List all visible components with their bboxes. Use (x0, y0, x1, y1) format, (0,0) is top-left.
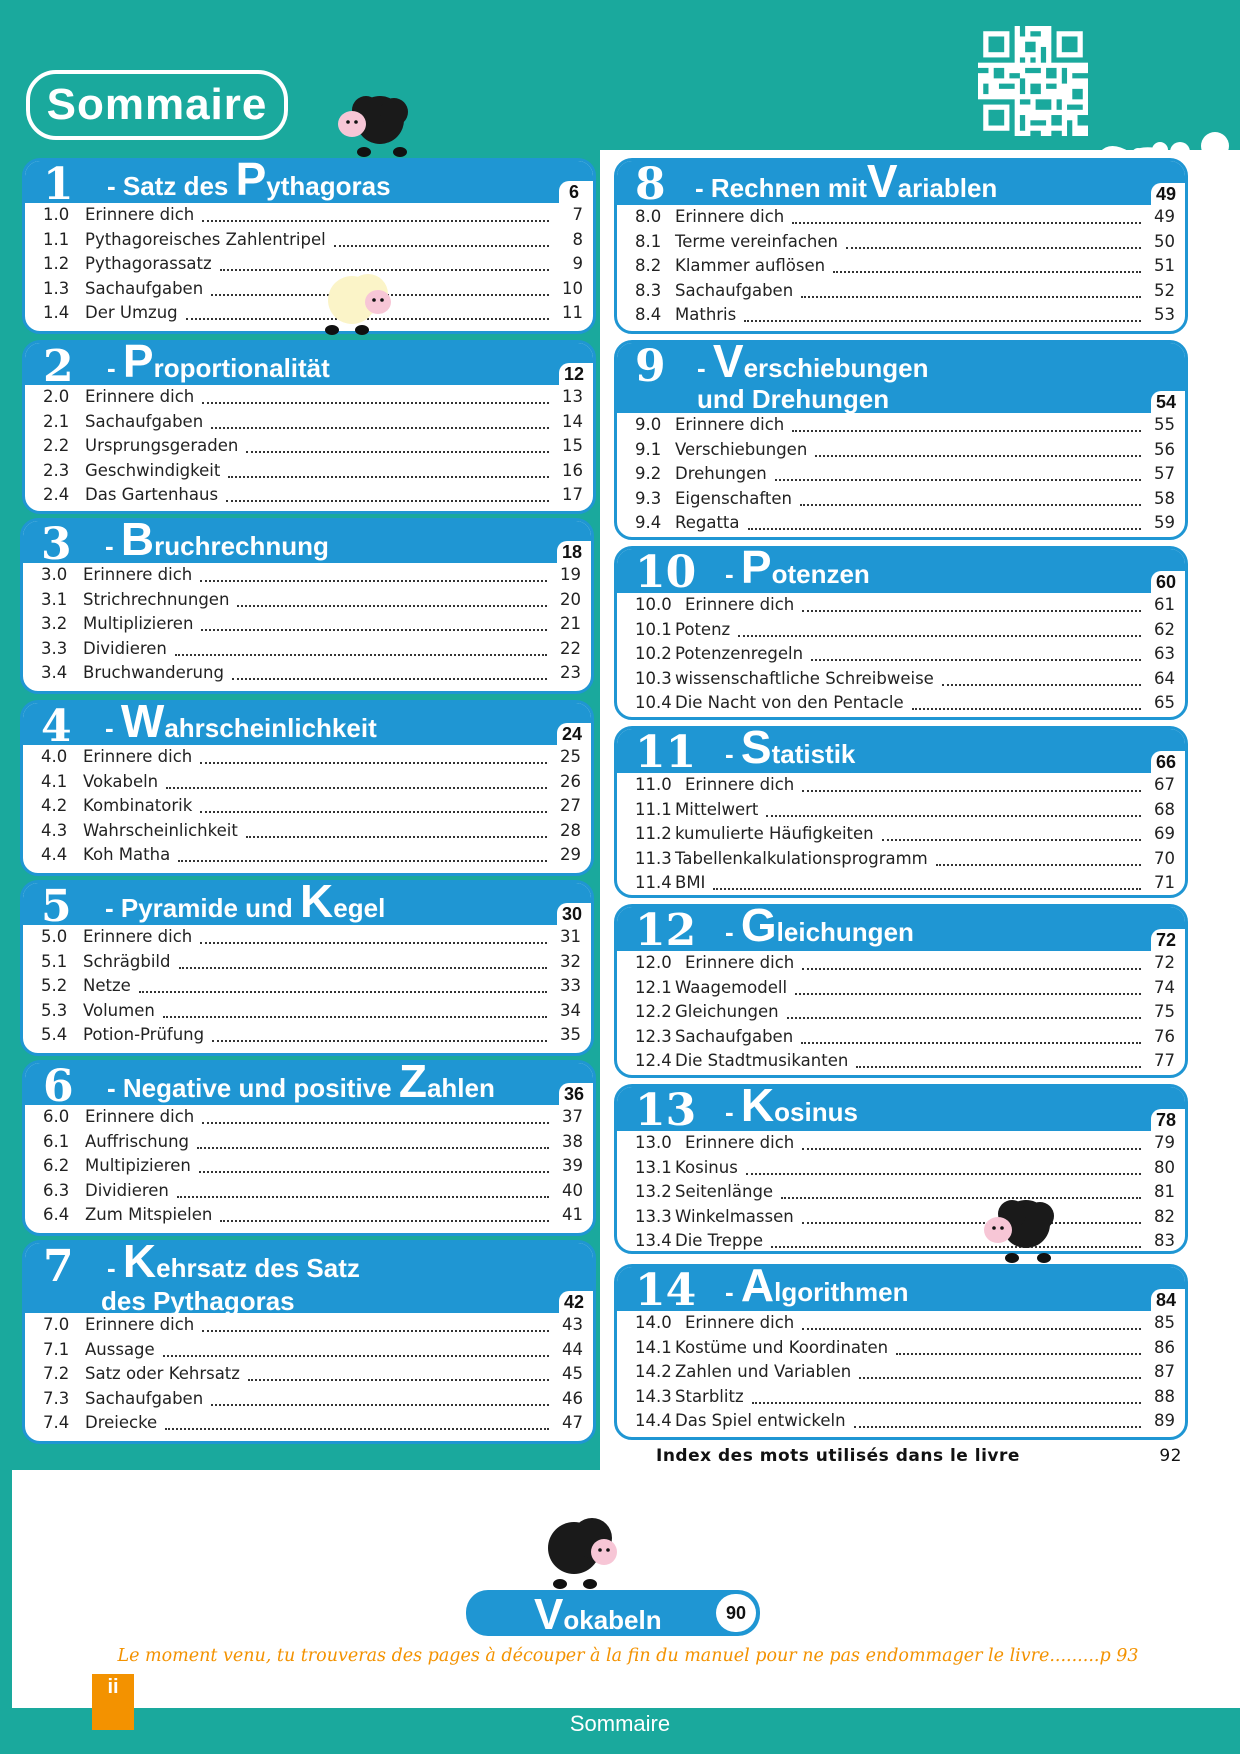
chapter-number: 3 (41, 519, 72, 570)
lesson-item[interactable]: 8.1 Terme vereinfachen 50 (635, 231, 1175, 251)
lesson-item[interactable]: 1.3 Sachaufgaben 10 (43, 278, 583, 298)
lesson-item[interactable]: 7.2 Satz oder Kehrsatz 45 (43, 1364, 583, 1383)
black-sheep-icon (330, 88, 420, 160)
vocabulary-entry[interactable] (466, 1590, 760, 1639)
chapter-title-line2: des Pythagoras (101, 1286, 295, 1316)
chapter-number: 11 (635, 727, 697, 778)
index-label: Index des mots utilisés dans le livre (656, 1446, 1020, 1466)
lesson-item[interactable]: 6.3 Dividieren 40 (43, 1180, 583, 1200)
vocabulary-page: 90 (716, 1594, 756, 1632)
lesson-list (617, 1131, 1185, 1254)
lesson-item[interactable]: 4.2 Kombinatorik 27 (41, 796, 581, 815)
lesson-item[interactable]: 14.2 Zahlen und Variablen 87 (635, 1362, 1175, 1381)
lesson-item[interactable]: 12.0 Erinnere dich 72 (635, 953, 1175, 972)
lesson-item[interactable]: 2.2 Ursprungsgeraden 15 (43, 436, 583, 455)
lesson-item[interactable]: 11.4 BMI 71 (635, 873, 1175, 892)
lesson-list (617, 773, 1185, 898)
chapter-13[interactable] (614, 1084, 1188, 1254)
white-sheep-icon (312, 268, 404, 338)
lesson-item[interactable]: 13.3 Winkelmassen 82 (635, 1206, 1175, 1226)
lesson-item[interactable]: 11.3 Tabellenkalkulationsprogramm 70 (635, 848, 1175, 868)
chapter-start-page: 78 (1155, 1110, 1177, 1130)
lesson-item[interactable]: 3.4 Bruchwanderung 23 (41, 663, 581, 682)
lesson-list (23, 563, 591, 688)
lesson-list (25, 1105, 593, 1230)
footer-title: Sommaire (569, 1711, 671, 1736)
chapter-title: - Kosinus (725, 1084, 858, 1131)
lesson-item[interactable]: 7.0 Erinnere dich 43 (43, 1315, 583, 1334)
lesson-item[interactable]: 11.1 Mittelwert 68 (635, 799, 1175, 819)
lesson-item[interactable]: 10.4 Die Nacht von den Pentacle 65 (635, 693, 1175, 712)
chapter-4[interactable] (20, 700, 594, 876)
chapter-start-page: 66 (1155, 752, 1177, 772)
chapter-start-page: 49 (1155, 184, 1177, 204)
lesson-item[interactable]: 9.3 Eigenschaften 58 (635, 488, 1175, 508)
sommaire-badge (26, 70, 288, 140)
cutout-note: Le moment venu, tu trouveras des pages à découper à la fin du manuel pour ne pas endommager le livre.........p 93 (117, 1646, 1139, 1666)
lesson-item[interactable]: 10.1 Potenz 62 (635, 619, 1175, 639)
lesson-item[interactable]: 2.0 Erinnere dich 13 (43, 387, 583, 406)
lesson-item[interactable]: 2.3 Geschwindigkeit 16 (43, 460, 583, 480)
chapter-number: 1 (43, 159, 74, 210)
index-page: 92 (1159, 1446, 1182, 1466)
chapter-number: 6 (43, 1061, 74, 1112)
chapter-title: - Proportionalität (107, 340, 330, 387)
lesson-item[interactable]: 5.3 Volumen 34 (41, 1000, 581, 1020)
lesson-item[interactable]: 14.3 Starblitz 88 (635, 1386, 1175, 1406)
lesson-item[interactable]: 12.1 Waagemodell 74 (635, 977, 1175, 997)
lesson-list (25, 385, 593, 510)
chapter-title: - Satz des Pythagoras (107, 158, 391, 205)
lesson-item[interactable]: 1.4 Der Umzug 11 (43, 303, 583, 322)
chapter-number: 4 (41, 701, 72, 752)
lesson-item[interactable]: 5.1 Schrägbild 32 (41, 951, 581, 971)
chapter-number: 9 (635, 341, 666, 392)
lesson-item[interactable]: 13.1 Kosinus 80 (635, 1157, 1175, 1177)
chapter-title: - Negative und positive Zahlen (107, 1060, 495, 1107)
lesson-item[interactable]: 10.2 Potenzenregeln 63 (635, 644, 1175, 663)
chapter-start-page: 72 (1155, 930, 1177, 950)
chapter-start-page: 54 (1155, 392, 1177, 412)
chapter-10[interactable] (614, 546, 1188, 720)
lesson-item[interactable]: 7.3 Sachaufgaben 46 (43, 1388, 583, 1408)
lesson-item[interactable]: 1.1 Pythagoreisches Zahlentripel 8 (43, 229, 583, 249)
sommaire-title: Sommaire (46, 80, 268, 129)
chapter-number: 8 (635, 159, 666, 210)
chapter-title-line2: und Drehungen (697, 384, 890, 414)
lesson-item[interactable]: 4.1 Vokabeln 26 (41, 771, 581, 791)
lesson-item[interactable]: 2.1 Sachaufgaben 14 (43, 411, 583, 431)
lesson-item[interactable]: 3.3 Dividieren 22 (41, 638, 581, 658)
chapter-title: - Wahrscheinlichkeit (105, 700, 377, 747)
chapter-number: 12 (635, 905, 697, 956)
lesson-item[interactable]: 5.2 Netze 33 (41, 976, 581, 995)
chapter-title: - Pyramide und Kegel (105, 880, 386, 927)
lesson-list (23, 745, 591, 870)
lesson-item[interactable]: 1.2 Pythagorassatz 9 (43, 254, 583, 273)
lesson-item[interactable]: 3.1 Strichrechnungen 20 (41, 589, 581, 609)
chapter-start-page: 24 (561, 724, 583, 744)
chapter-number: 10 (635, 547, 697, 598)
lesson-item[interactable]: 9.2 Drehungen 57 (635, 464, 1175, 483)
lesson-item[interactable]: 8.4 Mathris 53 (635, 305, 1175, 324)
chapter-title: - Kehrsatz des Satz (107, 1240, 360, 1287)
chapter-number: 2 (43, 341, 74, 392)
chapter-title: - Statistik (725, 726, 856, 773)
lesson-list (23, 925, 591, 1050)
lesson-list (617, 593, 1185, 718)
chapter-title: - Algorithmen (725, 1264, 909, 1311)
lesson-item[interactable]: 8.0 Erinnere dich 49 (635, 207, 1175, 226)
lesson-item[interactable]: 14.0 Erinnere dich 85 (635, 1313, 1175, 1332)
chapter-title: - Verschiebungen (697, 340, 929, 387)
lesson-item[interactable]: 11.0 Erinnere dich 67 (635, 775, 1175, 794)
lesson-item[interactable]: 7.4 Dreiecke 47 (43, 1413, 583, 1432)
lesson-item[interactable]: 3.0 Erinnere dich 19 (41, 565, 581, 584)
chapter-14[interactable] (614, 1264, 1188, 1440)
lesson-item[interactable]: 4.0 Erinnere dich 25 (41, 747, 581, 766)
chapter-title: - Gleichungen (725, 904, 914, 951)
lesson-item[interactable]: 12.3 Sachaufgaben 76 (635, 1026, 1175, 1046)
chapter-7[interactable] (22, 1240, 596, 1444)
black-sheep-icon (976, 1192, 1064, 1266)
lesson-item[interactable]: 6.1 Auffrischung 38 (43, 1131, 583, 1151)
lesson-item[interactable]: 4.4 Koh Matha 29 (41, 845, 581, 864)
vocabulary-title: Vokabeln (534, 1590, 662, 1639)
lesson-item[interactable]: 6.0 Erinnere dich 37 (43, 1107, 583, 1126)
lesson-item[interactable]: 10.0 Erinnere dich 61 (635, 595, 1175, 614)
lesson-item[interactable]: 9.4 Regatta 59 (635, 513, 1175, 532)
chapter-9[interactable] (614, 340, 1188, 540)
lesson-item[interactable]: 11.2 kumulierte Häufigkeiten 69 (635, 824, 1175, 843)
chapter-3[interactable] (20, 518, 594, 694)
lesson-item[interactable]: 2.4 Das Gartenhaus 17 (43, 485, 583, 504)
chapter-8[interactable] (614, 158, 1188, 334)
chapter-start-page: 18 (561, 542, 583, 562)
chapter-start-page: 60 (1155, 572, 1177, 592)
lesson-list (25, 1313, 593, 1438)
chapter-start-page: 42 (563, 1292, 585, 1312)
lesson-list (617, 205, 1185, 330)
lesson-list (617, 413, 1185, 538)
lesson-item[interactable]: 13.4 Die Treppe 83 (635, 1231, 1175, 1250)
chapter-start-page: 6 (568, 182, 579, 202)
chapter-number: 5 (41, 881, 72, 932)
page-number: ii (92, 1674, 134, 1730)
chapter-title: - Potenzen (725, 546, 870, 593)
lesson-item[interactable]: 14.4 Das Spiel entwickeln 89 (635, 1411, 1175, 1430)
chapter-start-page: 84 (1155, 1290, 1177, 1310)
lesson-item[interactable]: 12.4 Die Stadtmusikanten 77 (635, 1051, 1175, 1070)
qr-code-icon (978, 26, 1088, 136)
lesson-item[interactable]: 4.3 Wahrscheinlichkeit 28 (41, 820, 581, 840)
index-entry[interactable] (656, 1446, 1182, 1466)
lesson-list (617, 951, 1185, 1076)
chapter-start-page: 36 (563, 1084, 585, 1104)
chapter-number: 7 (43, 1241, 74, 1292)
chapter-11[interactable] (614, 726, 1188, 898)
lesson-item[interactable]: 13.0 Erinnere dich 79 (635, 1133, 1175, 1152)
lesson-item[interactable]: 3.2 Multiplizieren 21 (41, 614, 581, 633)
lesson-item[interactable]: 13.2 Seitenlänge 81 (635, 1182, 1175, 1201)
chapter-6[interactable] (22, 1060, 596, 1236)
chapter-title: - Bruchrechnung (105, 518, 329, 565)
lesson-item[interactable]: 6.2 Multipizieren 39 (43, 1156, 583, 1175)
lesson-item[interactable]: 5.4 Potion-Prüfung 35 (41, 1025, 581, 1044)
lesson-item[interactable]: 9.1 Verschiebungen 56 (635, 439, 1175, 459)
lesson-item[interactable]: 7.1 Aussage 44 (43, 1339, 583, 1359)
lesson-item[interactable]: 9.0 Erinnere dich 55 (635, 415, 1175, 434)
chapter-number: 13 (635, 1085, 697, 1136)
lesson-item[interactable]: 8.2 Klammer auflösen 51 (635, 256, 1175, 275)
lesson-item[interactable]: 5.0 Erinnere dich 31 (41, 927, 581, 946)
chapter-start-page: 30 (561, 904, 583, 924)
lesson-list (25, 203, 593, 328)
chapter-number: 14 (635, 1265, 697, 1316)
chapter-5[interactable] (20, 880, 594, 1056)
lesson-item[interactable]: 6.4 Zum Mitspielen 41 (43, 1205, 583, 1224)
lesson-item[interactable]: 1.0 Erinnere dich 7 (43, 205, 583, 224)
lesson-item[interactable]: 10.3 wissenschaftliche Schreibweise 64 (635, 668, 1175, 688)
chapter-title: - Rechnen mitVariablen (695, 158, 998, 207)
black-sheep-icon (534, 1508, 626, 1592)
lesson-list (617, 1311, 1185, 1436)
lesson-item[interactable]: 8.3 Sachaufgaben 52 (635, 280, 1175, 300)
chapter-12[interactable] (614, 904, 1188, 1078)
chapter-2[interactable] (22, 340, 596, 514)
chapter-1[interactable] (22, 158, 596, 334)
lesson-item[interactable]: 14.1 Kostüme und Koordinaten 86 (635, 1337, 1175, 1357)
lesson-item[interactable]: 12.2 Gleichungen 75 (635, 1002, 1175, 1021)
chapter-start-page: 12 (563, 364, 585, 384)
